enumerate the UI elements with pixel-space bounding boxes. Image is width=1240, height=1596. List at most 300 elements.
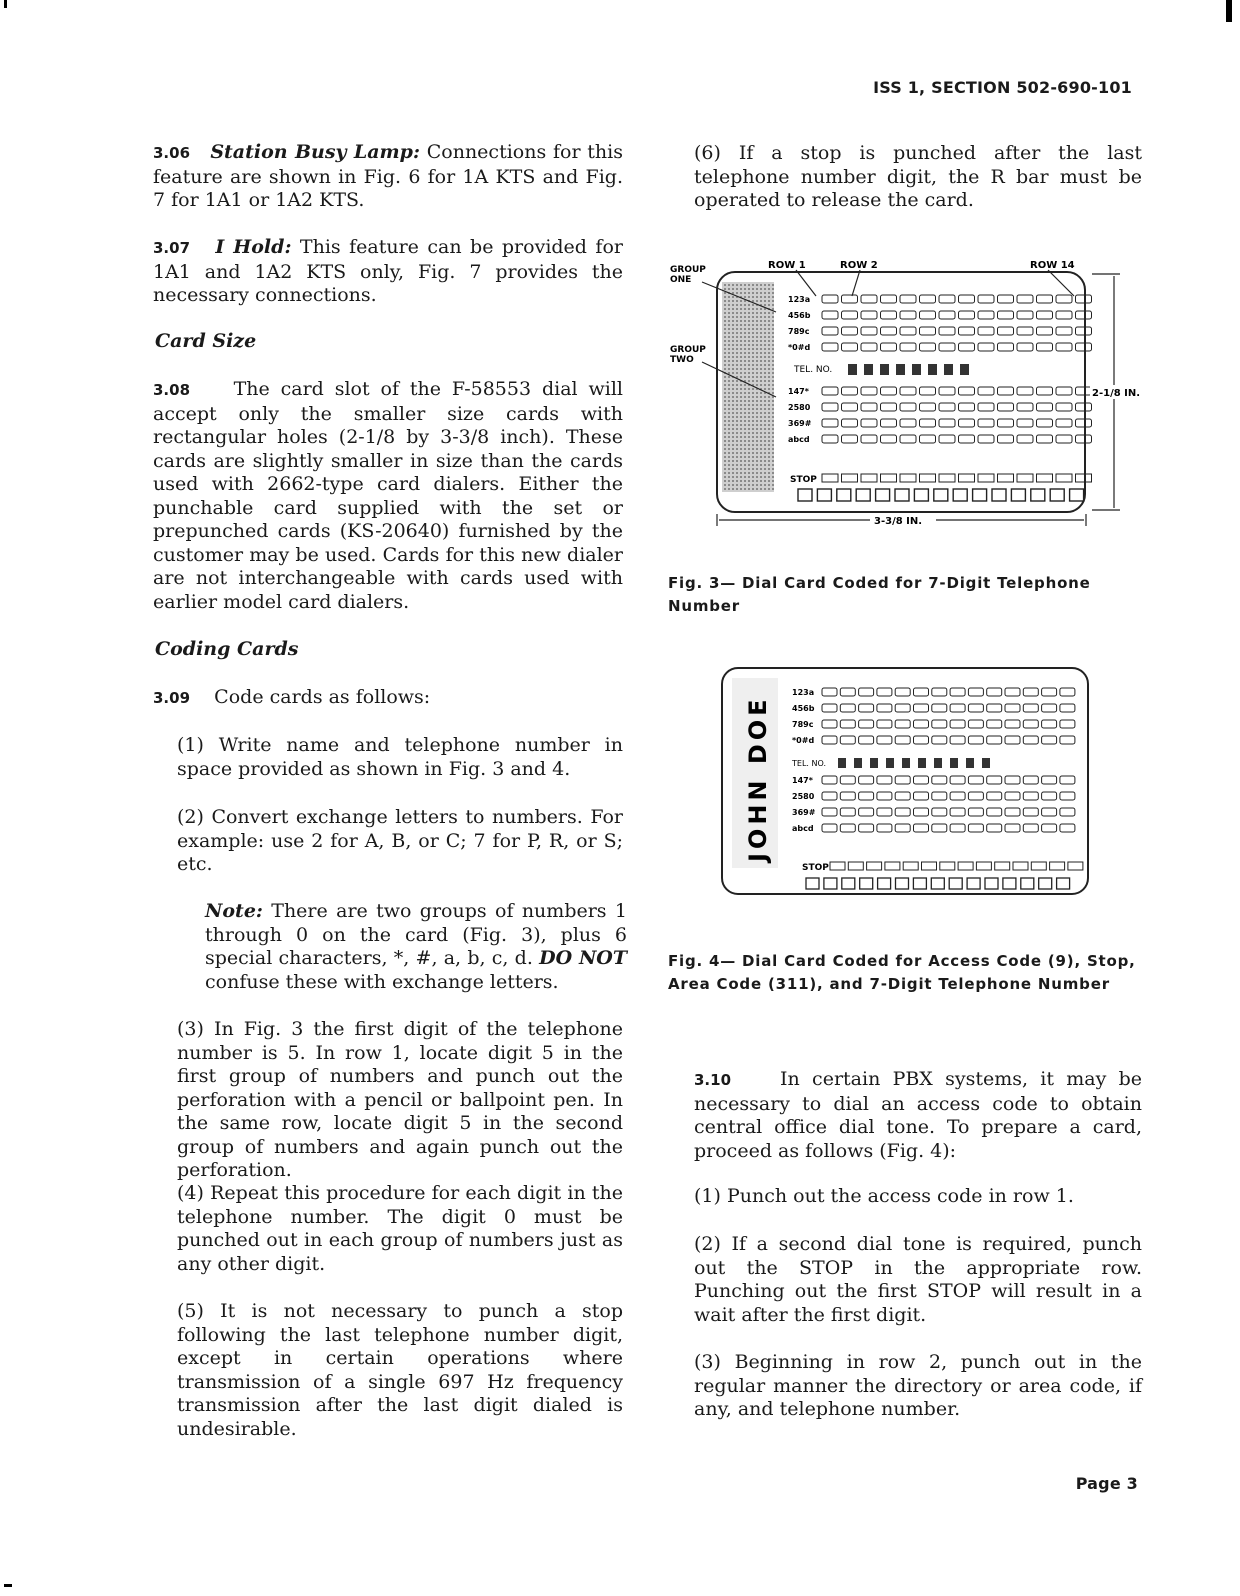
punch-hole	[1076, 327, 1092, 335]
para-text: Connections for this feature are shown in Fig. 6 for 1A KTS and Fig. 7 for 1A1 or 1A2 KTS.	[153, 141, 623, 211]
section-heading-coding-cards: Coding Cards	[155, 638, 299, 660]
punch-hole	[1076, 403, 1092, 411]
punch-hole	[914, 824, 929, 832]
punch-hole	[895, 704, 910, 712]
punch-hole	[968, 688, 983, 696]
punch-hole	[987, 776, 1002, 784]
punch-hole	[822, 720, 837, 728]
punch-hole	[842, 878, 855, 889]
punch-hole	[939, 295, 955, 303]
row-digit-label: abcd	[792, 824, 814, 833]
punch-hole	[876, 489, 890, 501]
stop-holes	[830, 862, 1083, 870]
punch-hole	[1037, 387, 1053, 395]
punch-hole	[920, 419, 936, 427]
punch-hole	[950, 688, 965, 696]
punch-hole	[1037, 435, 1053, 443]
punch-hole	[840, 776, 855, 784]
punch-hole	[1023, 704, 1038, 712]
number-blot	[886, 758, 894, 768]
item-number: (1)	[177, 734, 204, 756]
punch-hole	[877, 704, 892, 712]
punch-hole	[914, 688, 929, 696]
punch-hole	[859, 792, 874, 800]
para-text: The card slot of the F-58553 dial will accept only the smaller size cards with rectangular holes (2-1/8 by 3-3/8 inch). These cards are slightly smaller in size than the cards used with 2662-type card dialers. Either the punchable card supplied with the set or prepunched cards (KS-20640) furnished by the customer may be used. Cards for this new dialer are not interchangeable with cards used with earlier model card dialers.	[153, 378, 623, 613]
row-1-label: ROW 1	[768, 260, 806, 271]
punch-hole	[932, 688, 947, 696]
punch-hole	[881, 295, 897, 303]
punch-hole	[1023, 792, 1038, 800]
punch-hole	[987, 824, 1002, 832]
number-blot	[960, 364, 969, 375]
punch-hole	[1076, 419, 1092, 427]
punch-hole	[968, 808, 983, 816]
punch-hole	[877, 808, 892, 816]
punch-hole	[978, 343, 994, 351]
punch-hole	[939, 343, 955, 351]
punch-hole	[842, 311, 858, 319]
note-text-1: There are two groups of numbers 1 through 0 on the card (Fig. 3), plus 6 special characters, *, #, a, b, c, d.	[205, 900, 627, 969]
punch-hole	[1023, 776, 1038, 784]
punch-hole	[1023, 824, 1038, 832]
punch-hole	[848, 862, 863, 870]
punch-hole	[1056, 387, 1072, 395]
punch-hole	[1076, 387, 1092, 395]
punch-hole	[1076, 435, 1092, 443]
item-number: (3)	[694, 1351, 721, 1373]
punch-hole	[877, 688, 892, 696]
item-text: If a stop is punched after the last telephone number digit, the R bar must be operated to release the card.	[694, 142, 1142, 211]
punch-hole	[900, 435, 916, 443]
punch-hole	[920, 327, 936, 335]
punch-hole	[861, 387, 877, 395]
punch-hole	[900, 474, 916, 482]
punch-hole	[987, 720, 1002, 728]
hole-rows	[788, 295, 1092, 444]
paragraph-3-07	[153, 236, 623, 308]
punch-hole	[822, 419, 838, 427]
punch-hole	[1076, 311, 1092, 319]
punch-hole	[840, 720, 855, 728]
punch-hole	[900, 419, 916, 427]
punch-hole	[878, 878, 891, 889]
figure-4-caption	[668, 950, 1142, 996]
punch-hole	[1057, 878, 1070, 889]
punch-hole	[978, 474, 994, 482]
row-1-leader	[796, 270, 816, 296]
punch-hole	[1037, 403, 1053, 411]
name-stripe	[722, 282, 774, 492]
list-item-r2	[694, 1233, 1142, 1327]
punch-hole	[895, 720, 910, 728]
punch-hole	[1060, 808, 1075, 816]
punch-hole	[861, 343, 877, 351]
item-number: (6)	[694, 142, 721, 164]
page-header: ISS 1, SECTION 502-690-101	[873, 78, 1132, 97]
punch-hole	[861, 435, 877, 443]
punch-hole	[806, 878, 819, 889]
figure-3-caption	[668, 572, 1142, 618]
paragraph-3-10	[694, 1068, 1142, 1163]
punch-hole	[959, 311, 975, 319]
punch-hole	[939, 474, 955, 482]
punch-hole	[1031, 862, 1046, 870]
punch-hole	[958, 862, 973, 870]
punch-hole	[1060, 704, 1075, 712]
punch-hole	[877, 824, 892, 832]
punch-hole	[1056, 435, 1072, 443]
punch-hole	[968, 776, 983, 784]
punch-hole	[877, 792, 892, 800]
scan-mark-top-left	[4, 0, 7, 8]
punch-hole	[939, 419, 955, 427]
para-title: I Hold:	[215, 236, 292, 258]
punch-hole	[914, 808, 929, 816]
punch-hole	[949, 878, 962, 889]
caption-label: Fig. 3—	[668, 574, 737, 592]
number-blot	[982, 758, 990, 768]
list-item-r3	[694, 1351, 1142, 1422]
scan-mark-bottom-left	[4, 1584, 12, 1587]
punch-hole	[900, 327, 916, 335]
punch-hole	[1023, 808, 1038, 816]
punch-hole	[992, 489, 1006, 501]
punch-hole	[920, 343, 936, 351]
punch-hole	[922, 862, 937, 870]
punch-hole	[861, 311, 877, 319]
number-blot	[870, 758, 878, 768]
punch-hole	[900, 387, 916, 395]
punch-hole	[861, 403, 877, 411]
punch-hole	[932, 720, 947, 728]
punch-hole	[932, 808, 947, 816]
punch-hole	[998, 295, 1014, 303]
punch-hole	[895, 688, 910, 696]
punch-hole	[998, 311, 1014, 319]
height-dim-label: 2-1/8 IN.	[1092, 388, 1141, 399]
punch-hole	[914, 776, 929, 784]
item-number: (1)	[694, 1185, 721, 1207]
punch-hole	[1042, 792, 1057, 800]
punch-hole	[859, 720, 874, 728]
row-digit-label: 2580	[792, 792, 815, 801]
row-digit-label: 123a	[792, 688, 815, 697]
punch-hole	[1050, 862, 1065, 870]
punch-hole	[881, 435, 897, 443]
punch-hole	[840, 704, 855, 712]
punch-hole	[1037, 343, 1053, 351]
punch-hole	[959, 419, 975, 427]
punch-hole	[840, 736, 855, 744]
punch-hole	[824, 878, 837, 889]
punch-hole	[1042, 704, 1057, 712]
punch-hole	[1023, 688, 1038, 696]
punch-hole	[1017, 403, 1033, 411]
tel-no-label: TEL. NO.	[792, 759, 826, 768]
punch-hole	[877, 720, 892, 728]
number-blot	[854, 758, 862, 768]
punch-hole	[822, 736, 837, 744]
note-text-2: confuse these with exchange letters.	[205, 970, 559, 993]
number-blot	[912, 364, 921, 375]
punch-hole	[931, 878, 944, 889]
punch-hole	[1050, 489, 1064, 501]
punch-hole	[1060, 720, 1075, 728]
punch-hole	[1017, 435, 1033, 443]
number-blot	[902, 758, 910, 768]
stop-label: STOP	[790, 475, 817, 485]
row-digit-label: 147*	[792, 776, 813, 785]
punch-hole	[995, 862, 1010, 870]
punch-hole	[968, 824, 983, 832]
punch-hole	[840, 688, 855, 696]
number-blot	[966, 758, 974, 768]
punch-hole	[1005, 688, 1020, 696]
punch-hole	[859, 688, 874, 696]
punch-hole	[959, 435, 975, 443]
punch-hole	[1042, 720, 1057, 728]
punch-hole	[842, 295, 858, 303]
punch-hole	[967, 878, 980, 889]
punch-hole	[987, 736, 1002, 744]
punch-hole	[959, 295, 975, 303]
row-digit-label: *0#d	[792, 736, 815, 745]
punch-hole	[939, 387, 955, 395]
punch-hole	[968, 792, 983, 800]
punch-hole	[932, 824, 947, 832]
punch-hole	[895, 736, 910, 744]
punch-hole	[842, 419, 858, 427]
punch-hole	[859, 736, 874, 744]
punch-hole	[920, 403, 936, 411]
para-number: 3.10	[694, 1071, 732, 1089]
row-digit-label: 123a	[788, 295, 811, 304]
punch-hole	[817, 489, 831, 501]
punch-hole	[920, 295, 936, 303]
punch-hole	[798, 489, 812, 501]
punch-hole	[1037, 474, 1053, 482]
punch-hole	[1042, 776, 1057, 784]
punch-hole	[959, 403, 975, 411]
item-text: Punch out the access code in row 1.	[720, 1185, 1074, 1207]
para-text: Code cards as follows:	[208, 686, 431, 708]
hole-rows	[792, 688, 1075, 833]
punch-hole	[822, 688, 837, 696]
punch-hole	[1039, 878, 1052, 889]
punch-hole	[840, 792, 855, 800]
punch-hole	[1003, 878, 1016, 889]
punch-hole	[860, 878, 873, 889]
row-digit-label: *0#d	[788, 343, 811, 352]
list-item-r1	[694, 1185, 1142, 1209]
punch-hole	[998, 419, 1014, 427]
number-blot	[896, 364, 905, 375]
punch-hole	[881, 474, 897, 482]
number-blot	[934, 758, 942, 768]
note-emphasis: DO NOT	[539, 947, 628, 969]
row-digit-label: 369#	[788, 419, 812, 428]
punch-hole	[903, 862, 918, 870]
punch-hole	[920, 311, 936, 319]
punch-hole	[998, 435, 1014, 443]
punch-hole	[939, 403, 955, 411]
punch-hole	[1076, 474, 1092, 482]
punch-hole	[881, 327, 897, 335]
punch-hole	[987, 792, 1002, 800]
punch-hole	[895, 808, 910, 816]
width-dim-label: 3-3/8 IN.	[874, 516, 923, 527]
punch-hole	[950, 824, 965, 832]
number-blot	[864, 364, 873, 375]
punch-hole	[914, 736, 929, 744]
punch-hole	[1060, 792, 1075, 800]
row-digit-label: abcd	[788, 435, 810, 444]
punch-hole	[830, 862, 845, 870]
punch-hole	[920, 435, 936, 443]
punch-hole	[1060, 824, 1075, 832]
telephone-number-blots	[848, 364, 969, 375]
caption-text: Dial Card Coded for Access Code (9), Stop, Area Code (311), and 7-Digit Telephone Number	[668, 952, 1136, 993]
punch-hole	[1056, 343, 1072, 351]
punch-hole	[895, 489, 909, 501]
punch-hole	[837, 489, 851, 501]
punch-hole	[1037, 419, 1053, 427]
row-digit-label: 789c	[792, 720, 814, 729]
punch-hole	[939, 311, 955, 319]
punch-hole	[1037, 327, 1053, 335]
item-text: If a second dial tone is required, punch out the STOP in the appropriate row. Punching out the first STOP will result in a wait after the first digit.	[694, 1233, 1142, 1326]
punch-hole	[842, 474, 858, 482]
punch-hole	[914, 489, 928, 501]
punch-hole	[900, 295, 916, 303]
telephone-number-blots	[838, 758, 990, 768]
punch-hole	[842, 387, 858, 395]
stop-label: STOP	[802, 863, 829, 873]
punch-hole	[920, 474, 936, 482]
number-blot	[848, 364, 857, 375]
para-number: 3.09	[153, 689, 191, 707]
punch-hole	[822, 776, 837, 784]
punch-hole	[1005, 704, 1020, 712]
card-name: JOHN DOE	[744, 695, 772, 862]
punch-hole	[840, 824, 855, 832]
punch-hole	[932, 776, 947, 784]
punch-hole	[822, 808, 837, 816]
para-title: Station Busy Lamp:	[210, 141, 420, 163]
punch-hole	[1042, 688, 1057, 696]
punch-hole	[881, 403, 897, 411]
punch-hole	[1056, 474, 1072, 482]
punch-hole	[861, 419, 877, 427]
punch-hole	[1023, 720, 1038, 728]
punch-hole	[932, 736, 947, 744]
punch-hole	[900, 343, 916, 351]
punch-hole	[1042, 824, 1057, 832]
item-number: (4)	[177, 1182, 204, 1204]
punch-hole	[859, 824, 874, 832]
punch-hole	[978, 295, 994, 303]
punch-hole	[822, 792, 837, 800]
punch-hole	[1076, 295, 1092, 303]
punch-hole	[895, 824, 910, 832]
punch-hole	[953, 489, 967, 501]
punch-hole	[1037, 311, 1053, 319]
punch-hole	[822, 343, 838, 351]
punch-hole	[1076, 343, 1092, 351]
punch-hole	[1042, 736, 1057, 744]
item-number: (3)	[177, 1018, 204, 1040]
punch-hole	[822, 295, 838, 303]
punch-hole	[939, 435, 955, 443]
punch-hole	[1013, 862, 1028, 870]
punch-hole	[1005, 776, 1020, 784]
punch-hole	[998, 387, 1014, 395]
punch-hole	[987, 688, 1002, 696]
punch-hole	[859, 704, 874, 712]
item-number: (5)	[177, 1300, 204, 1322]
punch-hole	[842, 327, 858, 335]
row-digit-label: 2580	[788, 403, 811, 412]
punch-hole	[842, 343, 858, 351]
punch-hole	[998, 474, 1014, 482]
punch-hole	[934, 489, 948, 501]
list-item-3	[177, 1018, 623, 1183]
punch-hole	[822, 327, 838, 335]
punch-hole	[1056, 311, 1072, 319]
punch-hole	[968, 704, 983, 712]
punch-hole	[896, 878, 909, 889]
punch-hole	[895, 792, 910, 800]
punch-hole	[968, 720, 983, 728]
punch-hole	[1056, 403, 1072, 411]
punch-hole	[959, 327, 975, 335]
punch-hole	[822, 311, 838, 319]
punch-hole	[1056, 419, 1072, 427]
punch-hole	[822, 474, 838, 482]
group-one-label-line2: ONE	[670, 275, 692, 285]
item-text: In Fig. 3 the first digit of the telephone number is 5. In row 1, locate digit 5 in the first group of numbers and punch out the perforation with a pencil or ballpoint pen. In the same row, locate digit 5 in the second group of numbers and again punch out the perforation.	[177, 1018, 623, 1181]
punch-hole	[998, 403, 1014, 411]
item-text: Convert exchange letters to numbers. For example: use 2 for A, B, or C; 7 for P, R, or S; etc.	[177, 806, 623, 875]
punch-hole	[867, 862, 882, 870]
tel-no-label: TEL. NO.	[794, 365, 833, 375]
punch-hole	[881, 419, 897, 427]
item-number: (2)	[694, 1233, 721, 1255]
row-digit-label: 369#	[792, 808, 816, 817]
punch-hole	[1017, 419, 1033, 427]
punch-hole	[959, 343, 975, 351]
para-number: 3.08	[153, 381, 191, 399]
punch-hole	[914, 704, 929, 712]
section-heading-card-size: Card Size	[155, 330, 257, 352]
list-item-1	[177, 734, 623, 781]
punch-hole	[968, 736, 983, 744]
punch-hole	[978, 435, 994, 443]
para-text: In certain PBX systems, it may be necessary to dial an access code to obtain central office dial tone. To prepare a card, proceed as follows (Fig. 4):	[694, 1068, 1142, 1162]
list-item-5	[177, 1300, 623, 1441]
row-2-leader	[852, 270, 860, 296]
punch-hole	[1017, 387, 1033, 395]
punch-hole	[885, 862, 900, 870]
caption-text: Dial Card Coded for 7-Digit Telephone Number	[668, 574, 1091, 615]
punch-hole	[1060, 776, 1075, 784]
item-number: (2)	[177, 806, 204, 828]
row-digit-label: 147*	[788, 387, 809, 396]
punch-hole	[950, 792, 965, 800]
punch-hole	[950, 808, 965, 816]
figure-4-dial-card	[718, 664, 1094, 900]
punch-hole	[1070, 489, 1084, 501]
